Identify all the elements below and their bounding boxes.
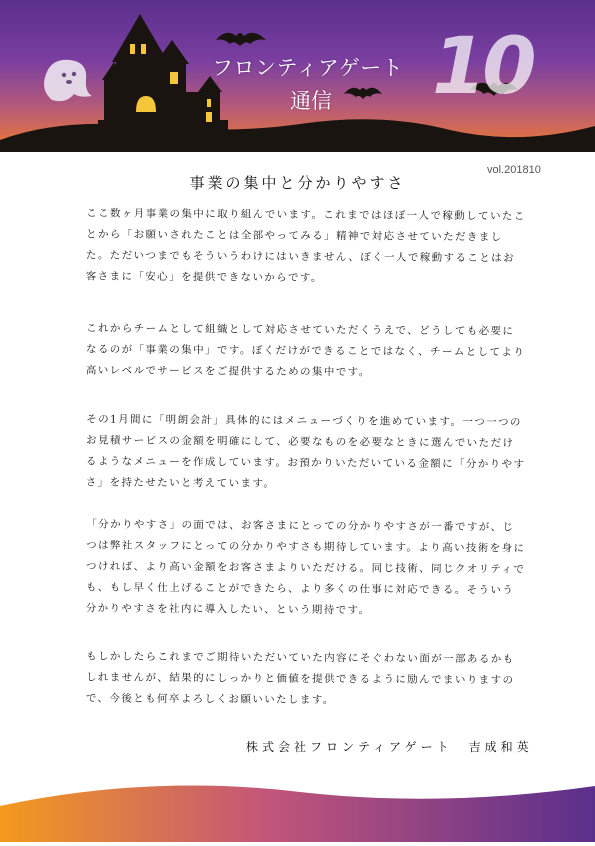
paragraph-1: ここ数ヶ月事業の集中に取り組んでいます。これまではほぼ一人で稼動していたことから「お願いされたことは全部やってみる」精神で対応させていただきました。ただいつまでもそういうわけにはいきません、ぼく一人で稼動することはお客さまに「安心」を提供できないからです。	[85, 207, 526, 285]
issue-number: 10	[432, 22, 533, 112]
newsletter-subtitle: 通信	[290, 89, 332, 113]
newsletter-title: フロンティアゲート	[212, 56, 404, 80]
paragraph-4: 「分かりやすさ」の面では、お客さまにとっての分かりやすさが一番ですが、じつは弊社スタッフにとっての分かりやすさも期待しています。より高い技術を身につければ、より高い金額をお客さまよりいただける。同じ技術、同じクオリティでも、もし早く仕上げることができたら、より多くの仕事に対応できる。そういう分かりやすさを社内に導入したい、という期待です。	[85, 518, 526, 617]
footer-wave	[0, 762, 595, 842]
volume-label: vol.201810	[487, 164, 541, 176]
hill-silhouette	[0, 119, 595, 152]
footer-wave-graphic	[0, 762, 595, 842]
ghost-icon	[44, 60, 92, 101]
paragraph-3: その1月間に「明朗会計」具体的にはメニューづくりを進めています。一つ一つのお見積サービスの金額を明確にして、必要なものを必要なときに選んでいただけるようなメニューを作成しています。お預かりいただいている金額に「分かりやすさ」を持たせたいと考えています。	[85, 413, 526, 490]
paragraph-5: もしかしたらこれまでご期待いただいていた内容にそぐわない面が一部あるかもしれませんが、結果的にしっかりと価値を提供できるように励んでまいりますので、今後とも何卒よろしくお願いいたします。	[85, 650, 515, 707]
header-banner	[0, 0, 595, 152]
article-heading: 事業の集中と分かりやすさ	[189, 174, 406, 192]
paragraph-2: これからチームとして組織として対応させていただくうえで、どうしても必要になるのが「事業の集中」です。ぼくだけができることではなく、チームとしてより高いレベルでサービスをご提供するための集中です。	[85, 322, 526, 379]
signature: 株式会社フロンティアゲート 吉成和英	[246, 740, 533, 754]
bat-icon	[344, 88, 382, 99]
bat-icon	[216, 33, 266, 46]
